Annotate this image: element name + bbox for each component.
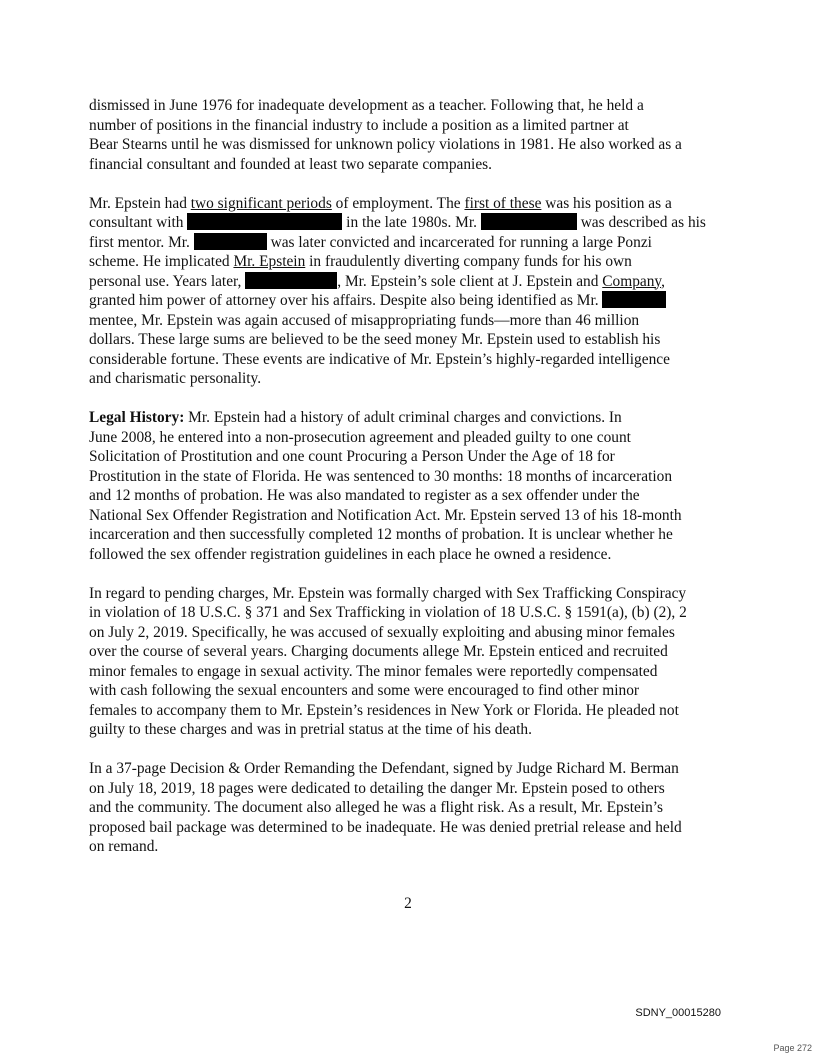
section-heading: Legal History: <box>89 409 185 426</box>
text-segment: of employment. The <box>331 194 465 212</box>
text-line: minor females to engage in sexual activity. The minor females were reportedly compensated <box>89 662 658 680</box>
text-segment: , <box>661 272 665 290</box>
text-segment: granted him power of attorney over his affairs. Despite also being identified as Mr. <box>89 292 603 309</box>
text-segment: Mr. Epstein had a history of adult criminal charges and convictions. In <box>184 409 622 426</box>
text-line: on July 18, 2019, 18 pages were dedicated to detailing the danger Mr. Epstein posed to others <box>89 779 665 797</box>
text-segment: first mentor. Mr. <box>89 233 194 251</box>
text-line: with cash following the sexual encounters and some were encouraged to find other minor <box>89 682 640 699</box>
paragraph-background <box>89 96 723 174</box>
text-line: incarceration and then successfully completed 12 months of probation. It is unclear whether he <box>89 526 673 543</box>
text-segment: in the late 1980s. Mr. <box>342 214 481 231</box>
redaction-box <box>245 272 337 289</box>
text-segment: in fraudulently diverting company funds for his own <box>305 253 632 270</box>
text-line: Bear Stearns until he was dismissed for unknown policy violations in 1981. He also worked as a <box>89 136 682 153</box>
text-line: over the course of several years. Charging documents allege Mr. Epstein enticed and recruited <box>89 643 668 660</box>
text-line <box>89 213 723 233</box>
text-segment: was his position as a <box>541 194 672 212</box>
underlined-text: first of these <box>464 194 542 212</box>
paragraph-decision-order <box>89 759 723 857</box>
text-line <box>89 194 723 214</box>
underlined-text: Mr. Epstein <box>233 253 306 270</box>
text-segment: was later convicted and incarcerated for running a large Ponzi <box>266 233 652 251</box>
redaction-box <box>481 213 577 230</box>
redaction-box <box>187 213 342 230</box>
text-line: followed the sex offender registration guidelines in each place he owned a residence. <box>89 545 612 563</box>
text-line: and charismatic personality. <box>89 370 262 387</box>
redaction-box <box>194 233 267 250</box>
text-segment: Mr. Epstein had <box>89 194 191 212</box>
paragraph-pending-charges <box>89 584 723 740</box>
text-line: National Sex Offender Registration and Notification Act. Mr. Epstein served 13 of his 18-month <box>89 506 682 524</box>
text-line <box>89 252 723 272</box>
underlined-text: Company <box>602 272 662 290</box>
text-line: on remand. <box>89 838 159 855</box>
text-line <box>89 408 723 428</box>
bates-number: SDNY_00015280 <box>635 1007 721 1019</box>
text-line: Prostitution in the state of Florida. He was sentenced to 30 months: 18 months of incarceration <box>89 467 673 485</box>
page-number: 2 <box>404 895 412 912</box>
text-line: and the community. The document also alleged he was a flight risk. As a result, Mr. Epstein’s <box>89 799 664 816</box>
underlined-text: two significant periods <box>190 194 332 212</box>
text-line: June 2008, he entered into a non-prosecution agreement and pleaded guilty to one count <box>89 428 631 446</box>
paragraph-employment <box>89 194 723 389</box>
text-line: in violation of 18 U.S.C. § 371 and Sex Trafficking in violation of 18 U.S.C. § 1591(a), (b) (2), 2 <box>89 604 687 621</box>
text-segment: was described as his <box>576 214 706 231</box>
text-segment: , Mr. Epstein’s sole client at J. Epstein and <box>337 272 603 290</box>
text-line: financial consultant and founded at least two separate companies. <box>89 155 493 173</box>
text-line: mentee, Mr. Epstein was again accused of misappropriating funds—more than 46 million <box>89 311 640 329</box>
text-line: number of positions in the financial industry to include a position as a limited partner at <box>89 116 629 134</box>
text-line: proposed bail package was determined to be inadequate. He was denied pretrial release and held <box>89 818 682 836</box>
text-line: dollars. These large sums are believed to be the seed money Mr. Epstein used to establish his <box>89 331 661 348</box>
text-line <box>89 291 723 311</box>
text-line <box>89 233 723 253</box>
text-segment: consultant with <box>89 214 188 231</box>
text-line <box>89 272 723 292</box>
text-segment: personal use. Years later, <box>89 272 246 290</box>
text-line: In a 37-page Decision & Order Remanding the Defendant, signed by Judge Richard M. Berman <box>89 760 679 777</box>
document-body <box>89 96 723 876</box>
paragraph-legal-history <box>89 408 723 564</box>
text-line: guilty to these charges and was in pretrial status at the time of his death. <box>89 721 532 738</box>
text-line: and 12 months of probation. He was also mandated to register as a sex offender under the <box>89 487 640 504</box>
text-line: females to accompany them to Mr. Epstein’s residences in New York or Florida. He pleaded not <box>89 701 679 719</box>
page-label: Page 272 <box>773 1043 812 1053</box>
text-line: dismissed in June 1976 for inadequate development as a teacher. Following that, he held a <box>89 97 644 114</box>
text-line: considerable fortune. These events are indicative of Mr. Epstein’s highly-regarded intelligence <box>89 350 670 368</box>
text-line: In regard to pending charges, Mr. Epstein was formally charged with Sex Trafficking Conspiracy <box>89 584 687 602</box>
text-segment: scheme. He implicated <box>89 253 234 270</box>
text-line: Solicitation of Prostitution and one count Procuring a Person Under the Age of 18 for <box>89 448 615 465</box>
text-line: on July 2, 2019. Specifically, he was accused of sexually exploiting and abusing minor females <box>89 623 675 641</box>
redaction-box <box>602 291 666 308</box>
